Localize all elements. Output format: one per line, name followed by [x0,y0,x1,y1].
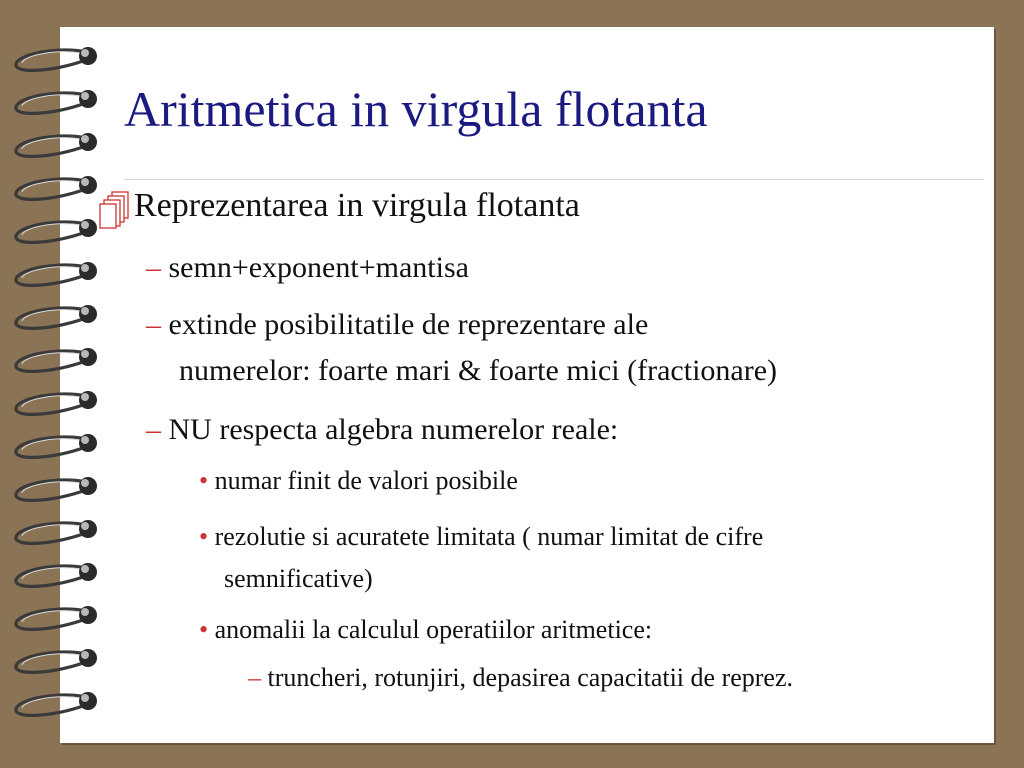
spiral-ring [16,520,97,543]
dash-marker: – [146,413,161,446]
spiral-ring [16,133,97,156]
spiral-ring [16,649,97,672]
list-item-nu-respecta [146,412,618,448]
dash-marker: – [146,308,161,341]
bullet-reprezentarea: Reprezentarea in virgula flotanta [134,187,580,224]
stacked-pages-icon [98,190,132,230]
list-item-truncheri [248,662,793,693]
list-item-text: truncheri, rotunjiri, depasirea capacitatii de reprez. [267,663,794,692]
list-item-text: rezolutie si acuratete limitata ( numar limitat de cifre [214,522,764,551]
list-item-semn [146,250,469,286]
list-item-extinde [146,307,648,343]
list-item-text: numar finit de valori posibile [214,466,518,495]
spiral-ring [16,434,97,457]
list-item-extinde-cont: numerelor: foarte mari & foarte mici (fractionare) [179,354,778,387]
dot-marker: • [199,522,209,551]
spiral-ring [16,692,97,715]
dot-marker: • [199,615,209,644]
spiral-ring [16,477,97,500]
list-item-text: semn+exponent+mantisa [168,251,469,284]
list-item-rezolutie [199,521,763,552]
spiral-ring [16,606,97,629]
spiral-ring [16,219,97,242]
spiral-ring [16,47,97,70]
list-item-text: anomalii la calculul operatiilor aritmetice: [214,615,653,644]
spiral-ring [16,348,97,371]
spiral-binding [0,40,110,730]
spiral-ring [16,391,97,414]
list-item-anomalii [199,614,652,645]
list-item-numar-finit [199,465,518,496]
dot-marker: • [199,466,209,495]
spiral-ring [16,305,97,328]
list-item-text: NU respecta algebra numerelor reale: [168,413,619,446]
title-divider [124,179,984,180]
spiral-ring [16,563,97,586]
spiral-ring [16,262,97,285]
spiral-ring [16,176,97,199]
spiral-ring [16,90,97,113]
list-item-text: extinde posibilitatile de reprezentare ale [168,308,649,341]
list-item-rezolutie-cont: semnificative) [224,564,373,593]
slide-title: Aritmetica in virgula flotanta [124,81,708,137]
dash-marker: – [146,251,161,284]
dash-marker: – [248,663,261,692]
